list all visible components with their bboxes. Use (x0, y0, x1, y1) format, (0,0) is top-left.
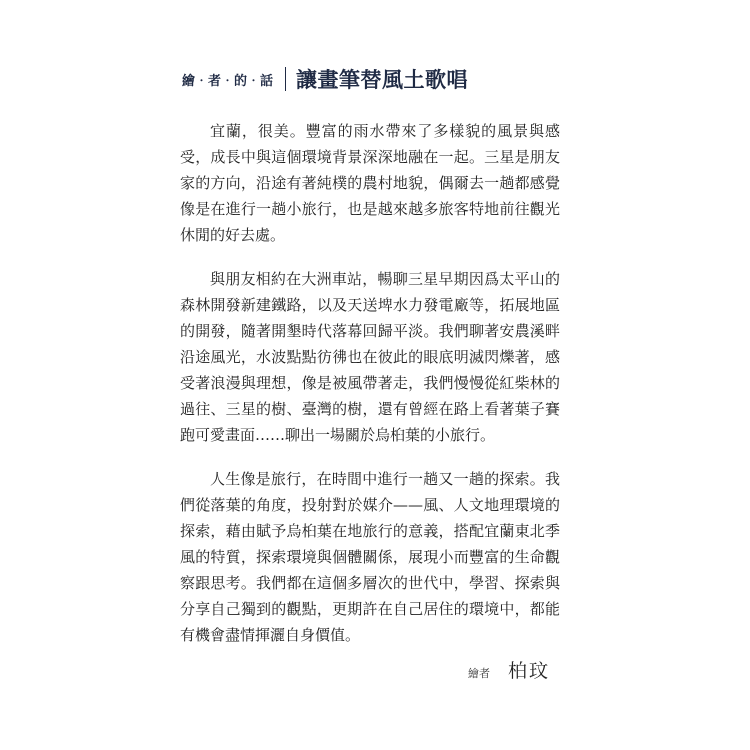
section-header (182, 64, 468, 94)
paragraph-1: 宜蘭，很美。豐富的雨水帶來了多樣貌的風景與感受，成長中與這個環境背景深深地融在一起。三星是朋友家的方向，沿途有著純樸的農村地貌，偶爾去一趟都感覺像是在進行一趟小旅行，也是越來越多旅客特地前往觀光休閒的好去處。 (180, 122, 560, 244)
page-title: 讓畫筆替風土歌唱 (296, 67, 469, 92)
paragraph-2: 與朋友相約在大洲車站，暢聊三星早期因爲太平山的森林開發新建鐵路，以及天送埤水力發電廠等，拓展地區的開發，隨著開墾時代落幕回歸平淡。我們聊著安農溪畔沿途風光，水波點點彷彿也在彼此的眼底明滅閃爍著，感受著浪漫與理想，像是被風帶著走，我們慢慢從紅柴林的過往、三星的樹、臺灣的樹，還有曾經在路上看著葉子賽跑可愛畫面……聊出一場關於烏桕葉的小旅行。 (180, 270, 560, 444)
signature-label: 繪者 (467, 667, 490, 680)
paragraph-3: 人生像是旅行，在時間中進行一趟又一趟的探索。我們從落葉的角度，投射對於媒介——風、人文地理環境的探索，藉由賦予烏桕葉在地旅行的意義，搭配宜蘭東北季風的特質，探索環境與個體關係，展現小而豐富的生命觀察跟思考。我們都在這個多層次的世代中，學習、探索與分享自己獨到的觀點，更期許在自己居住的環境中，都能有機會盡情揮灑自身價值。 (180, 470, 560, 644)
signature-name: 柏玟 (507, 660, 550, 682)
header-divider (285, 67, 286, 91)
body-text (180, 118, 560, 666)
signature (468, 656, 550, 683)
section-label: 繪‧者‧的‧話 (182, 73, 274, 89)
